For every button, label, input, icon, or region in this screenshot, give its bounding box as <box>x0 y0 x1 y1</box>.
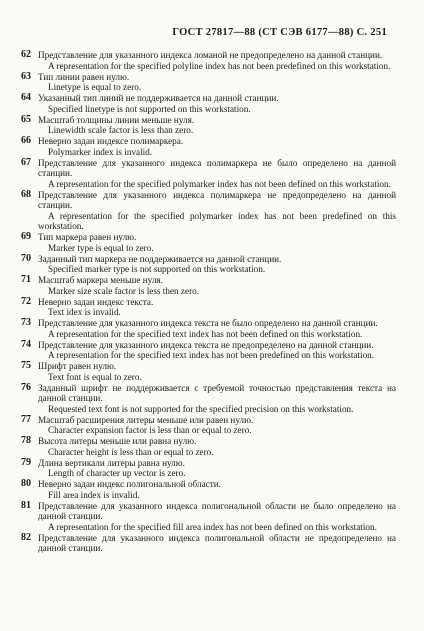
error-text-ru: Масштаб толщины линии меньше нуля. <box>38 114 195 125</box>
error-entry-77 <box>21 413 396 436</box>
error-number: 78 <box>21 435 31 446</box>
error-text-ru: Заданный шрифт не поддерживается с требуемой точностью представления текста на данной станции. <box>38 382 396 403</box>
error-number: 66 <box>21 135 31 146</box>
error-number: 68 <box>21 188 31 200</box>
error-entry-69 <box>21 231 396 253</box>
error-number: 79 <box>21 456 31 468</box>
error-entry-79 <box>21 456 396 479</box>
error-number: 63 <box>21 70 31 82</box>
error-text-en: Marker type is equal to zero. <box>48 242 154 253</box>
error-text-en: A representation for the specified text index has not been predefined on this workstation. <box>48 350 375 360</box>
error-text-ru: Неверно задан индекс полигональной области. <box>38 479 221 489</box>
error-entry-80 <box>21 478 396 500</box>
error-entry-66 <box>21 135 396 157</box>
error-entry-67 <box>21 156 396 190</box>
error-entry-65 <box>21 113 396 136</box>
error-number: 82 <box>21 531 31 543</box>
error-text-ru: Представление для указанного индекса полигональной области не было определено на данной станции. <box>38 500 396 521</box>
error-number: 73 <box>21 317 31 328</box>
error-number: 62 <box>21 49 31 60</box>
page-header: ГОСТ 27817—88 (СТ СЭВ 6177—88) С. 251 <box>172 27 387 38</box>
error-number: 80 <box>21 478 31 489</box>
error-number: 69 <box>21 231 31 242</box>
error-number: 67 <box>21 156 31 168</box>
error-text-en: Length of character up vector is zero. <box>48 468 186 478</box>
error-text-en: Character expansion factor is less than or equal to zero. <box>48 425 252 435</box>
error-entry-72 <box>21 295 396 318</box>
error-text-ru: Высота литеры меньше или равна нулю. <box>38 436 197 446</box>
error-text-ru: Неверно задан индекс текста. <box>38 296 154 307</box>
error-entry-81 <box>21 499 396 533</box>
error-entry-68 <box>21 188 396 232</box>
error-entry-73 <box>21 317 396 339</box>
error-text-ru: Представление для указанного индекса текста не предопределено на данной станции. <box>38 339 374 350</box>
error-text-en: Linetype is equal to zero. <box>48 82 142 92</box>
error-number: 72 <box>21 295 31 307</box>
error-list <box>21 49 396 554</box>
error-text-en: A representation for the specified polymarker index has not been defined on this workstation. <box>48 178 391 189</box>
error-number: 64 <box>21 92 31 103</box>
error-text-ru: Масштаб расширения литеры меньше или равен нулю. <box>38 414 254 425</box>
error-text-en: Linewidth scale factor is less than zero. <box>48 125 194 135</box>
error-entry-75 <box>21 360 396 382</box>
error-number: 70 <box>21 252 31 264</box>
error-text-en: Requested text font is not supported for the specified precision on this workstation. <box>48 403 354 414</box>
error-text-en: Character height is less than or equal to zero. <box>48 446 214 457</box>
error-text-ru: Длина вертикали литеры равна нулю. <box>38 457 185 468</box>
error-text-en: Marker size scale factor is less then zero. <box>48 285 200 296</box>
error-text-en: Fill area index is invalid. <box>48 489 140 500</box>
error-entry-74 <box>21 338 396 361</box>
error-entry-70 <box>21 252 396 275</box>
error-entry-64 <box>21 92 396 114</box>
error-text-ru: Представление для указанного индекса полимаркера не было определено на данной станции. <box>38 157 396 178</box>
error-entry-78 <box>21 435 396 457</box>
error-number: 81 <box>21 499 31 511</box>
error-text-en: A representation for the specified polyline index has not been predefined on this workstation. <box>48 60 391 71</box>
error-entry-62 <box>21 49 396 71</box>
error-text-en: Specified linetype is not supported on this workstation. <box>48 103 251 114</box>
error-text-ru: Указанный тип линий не поддерживается на данной станции. <box>38 93 279 103</box>
error-text-en: A representation for the specified polymarker index has not been predefined on this workstation. <box>38 210 396 231</box>
error-text-en: A representation for the specified fill area index has not been defined on this workstation. <box>48 521 377 532</box>
error-text-en: Polymarker index is invalid. <box>48 146 153 157</box>
error-entry-76 <box>21 381 396 415</box>
error-text-en: Text font is equal to zero. <box>48 371 142 382</box>
error-text-ru: Заданный тип маркера не поддерживается на данной станции. <box>38 253 282 264</box>
error-number: 75 <box>21 360 31 371</box>
error-number: 65 <box>21 113 31 125</box>
error-text-ru: Неверно задан индексе полимаркера. <box>38 136 184 146</box>
error-text-ru: Масштаб маркера меньше нуля. <box>38 275 163 285</box>
error-text-ru: Тип маркера равен нулю. <box>38 232 137 242</box>
error-text-en: Text idex is invalid. <box>48 307 121 317</box>
error-entry-82 <box>21 531 396 554</box>
error-text-ru: Представление для указанного индекса ломаной не предопределено на данной станции. <box>38 50 383 60</box>
error-number: 74 <box>21 338 31 350</box>
error-text-ru: Представление для указанного индекса текста не было определено на данной станции. <box>38 318 378 328</box>
error-number: 76 <box>21 381 31 393</box>
error-text-ru: Шрифт равен нулю. <box>38 361 117 371</box>
error-text-en: Specified marker type is not supported on this workstation. <box>48 264 266 274</box>
error-text-ru: Тип линии равен нулю. <box>38 71 130 82</box>
error-number: 77 <box>21 413 31 425</box>
error-entry-63 <box>21 70 396 93</box>
error-entry-71 <box>21 274 396 296</box>
error-text-ru: Представление для указанного индекса полимаркера не предопределено на данной станции. <box>38 189 396 210</box>
error-number: 71 <box>21 274 31 285</box>
error-text-ru: Представление для указанного индекса полигональной области не предопределено на данной станции. <box>38 532 396 553</box>
error-text-en: A representation for the specified text index has not been defined on this workstation. <box>48 328 363 339</box>
